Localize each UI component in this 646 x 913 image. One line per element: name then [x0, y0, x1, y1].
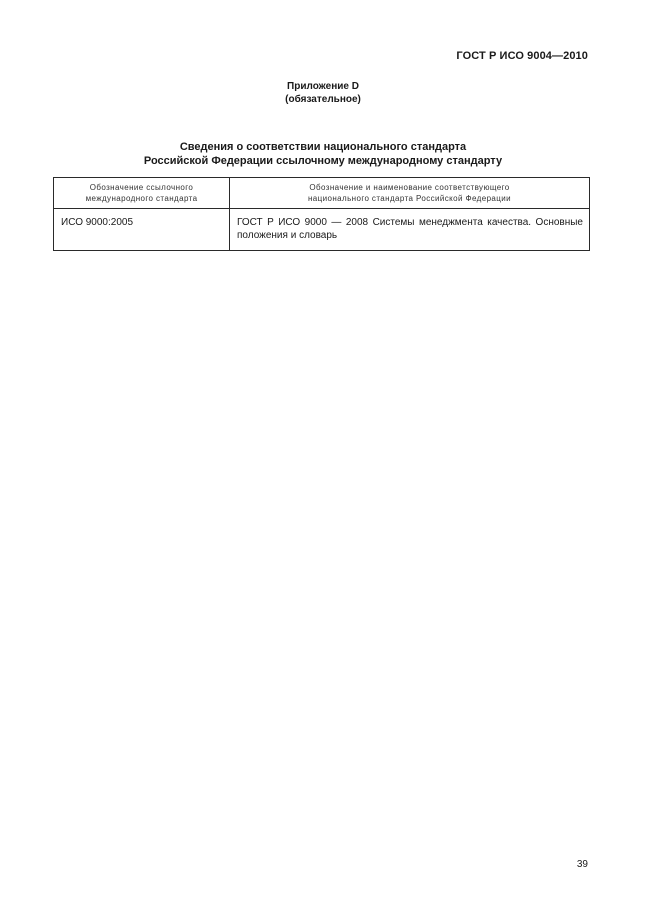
table-header-row [54, 178, 590, 209]
column-header-national-line-2: национального стандарта Российской Федерации [307, 194, 512, 203]
table-title-line-2: Российской Федерации ссылочному международному стандарту [143, 155, 503, 167]
cell-international-standard: ИСО 9000:2005 [54, 209, 230, 251]
column-header-international-line-1: Обозначение ссылочного [89, 183, 194, 192]
table-title-line-1: Сведения о соответствии национального стандарта [179, 141, 467, 153]
page-number: 39 [576, 859, 588, 870]
column-header-international [54, 178, 230, 209]
document-code: ГОСТ Р ИСО 9004—2010 [456, 50, 588, 62]
column-header-international-line-2: международного стандарта [85, 194, 198, 203]
appendix-title: Приложение D [287, 81, 359, 92]
column-header-national [230, 178, 590, 209]
table-row [54, 209, 590, 251]
correspondence-table [53, 177, 590, 251]
table-title [0, 140, 646, 168]
cell-national-standard: ГОСТ Р ИСО 9000 — 2008 Системы менеджмента качества. Основные положения и словарь [230, 209, 590, 251]
column-header-national-line-1: Обозначение и наименование соответствующего [309, 183, 510, 192]
appendix-heading [0, 80, 646, 106]
appendix-status: (обязательное) [285, 94, 361, 105]
